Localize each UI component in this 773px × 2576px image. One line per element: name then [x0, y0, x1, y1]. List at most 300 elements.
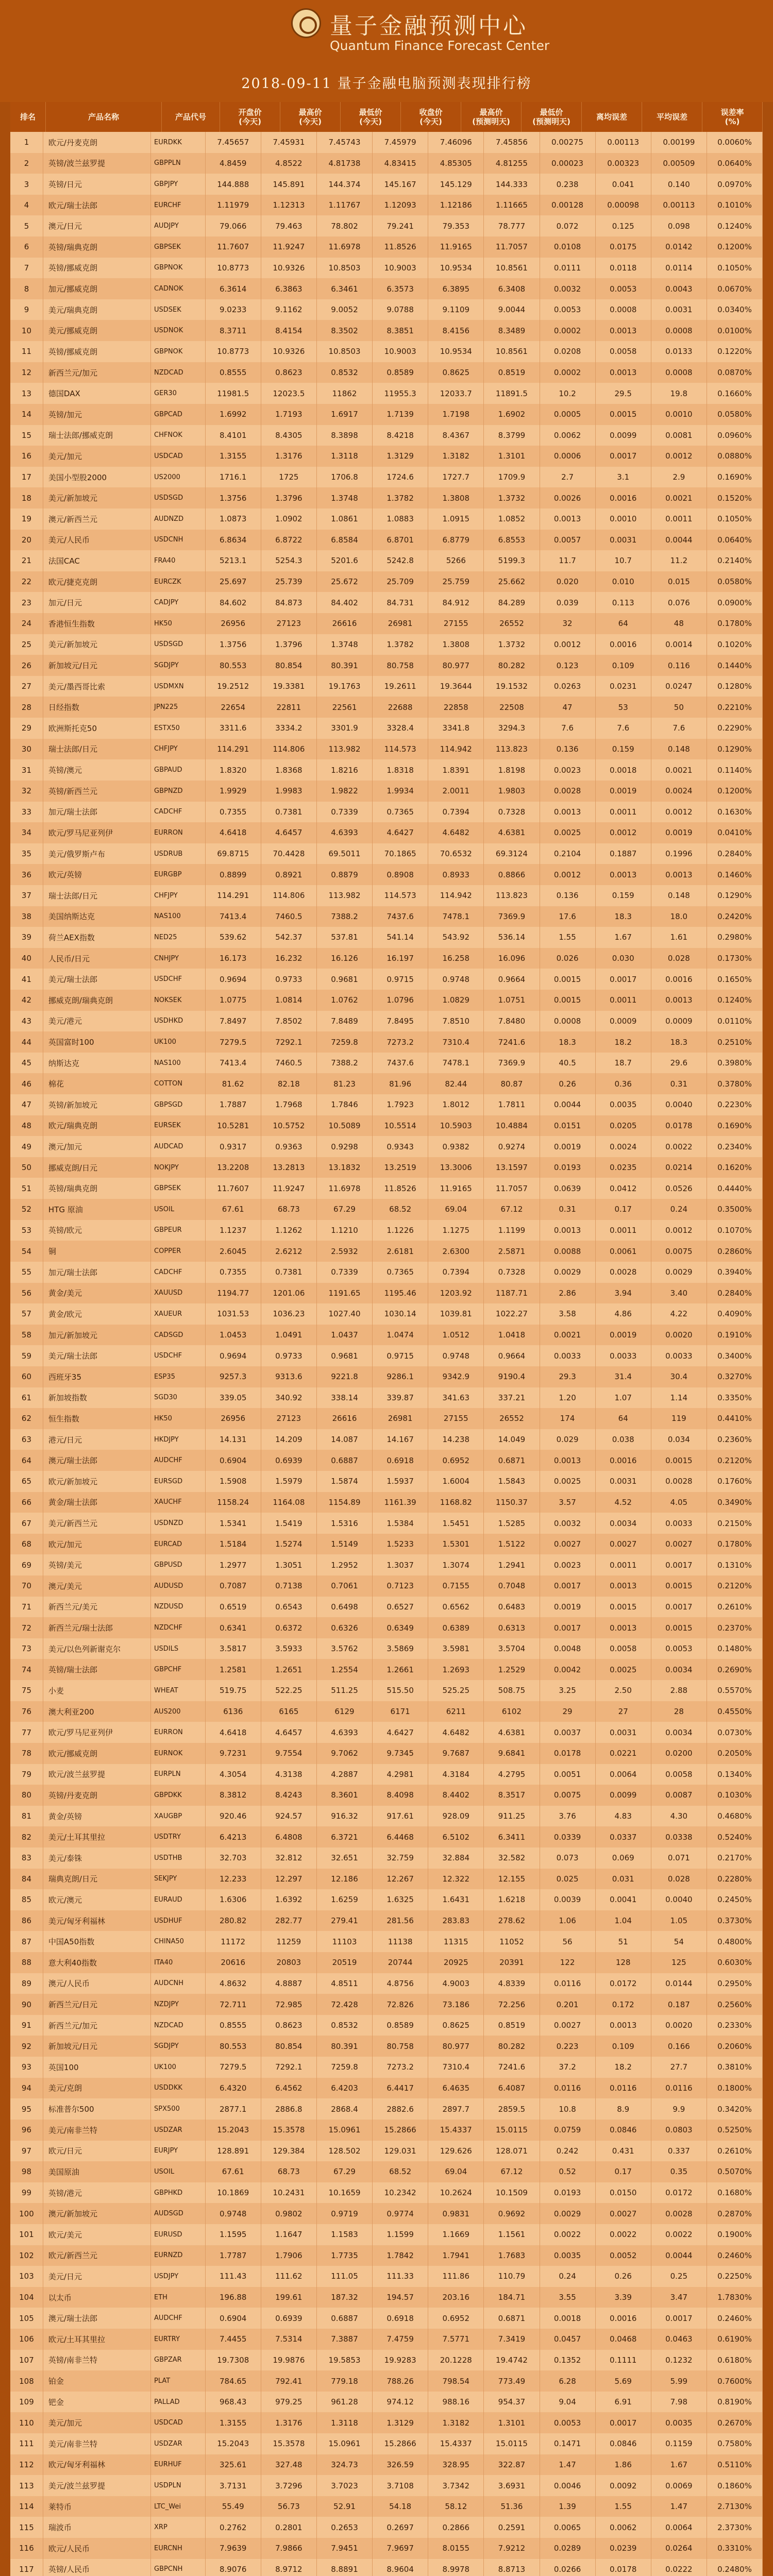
cell-rank: 31 — [10, 759, 43, 781]
cell-low-today: 1027.40 — [317, 1303, 373, 1325]
cell-high-forecast: 84.912 — [428, 592, 484, 613]
cell-deviation-error: 0.0027 — [540, 1534, 596, 1555]
cell-open-today: 19.2512 — [206, 676, 261, 697]
cell-high-today: 7.5314 — [261, 2329, 317, 2350]
cell-deviation-error: 0.0015 — [540, 969, 596, 990]
cell-low-today: 3301.9 — [317, 718, 373, 739]
cell-high-today: 70.4428 — [261, 843, 317, 865]
table-row — [10, 1220, 763, 1241]
cell-product-name: 黄金/瑞士法郎 — [43, 1492, 151, 1513]
cell-high-forecast: 10.9534 — [428, 258, 484, 279]
cell-open-today: 84.602 — [206, 592, 261, 613]
cell-rank: 6 — [10, 236, 43, 258]
cell-product-name: 新加坡指数 — [43, 1387, 151, 1409]
cell-rank: 81 — [10, 1806, 43, 1827]
cell-high-forecast: 6.3895 — [428, 278, 484, 299]
cell-undefined: 0.2210% — [707, 697, 763, 718]
cell-open-today: 5213.1 — [206, 550, 261, 571]
cell-open-today: 0.9694 — [206, 969, 261, 990]
cell-average-error: 18.2 — [596, 2057, 651, 2078]
cell-high-forecast: 0.9831 — [428, 2203, 484, 2224]
cell-error-rate: 1.67 — [651, 2454, 707, 2476]
cell-low-forecast: 3.5704 — [484, 1638, 540, 1659]
cell-low-forecast: 1.0418 — [484, 1325, 540, 1346]
cell-high-forecast: 9.1109 — [428, 299, 484, 320]
cell-error-rate: 0.0058 — [651, 1764, 707, 1785]
cell-rank: 26 — [10, 655, 43, 676]
cell-product-name: 澳大利亚200 — [43, 1701, 151, 1722]
cell-undefined: 0.0410% — [707, 822, 763, 843]
cell-high-today: 6165 — [261, 1701, 317, 1722]
cell-average-error: 0.0231 — [596, 676, 651, 697]
cell-product-name: 美元/加元 — [43, 446, 151, 467]
cell-low-today: 0.8532 — [317, 2015, 373, 2036]
cell-open-today: 1.5341 — [206, 1513, 261, 1534]
cell-error-rate: 0.0012 — [651, 802, 707, 823]
cell-high-today: 4.3138 — [261, 1764, 317, 1785]
cell-undefined: 0.2120% — [707, 1450, 763, 1471]
cell-low-today: 511.25 — [317, 1680, 373, 1701]
cell-open-today: 920.46 — [206, 1806, 261, 1827]
cell-close-today: 79.241 — [373, 215, 428, 236]
cell-error-rate: 0.0017 — [651, 2308, 707, 2329]
column-header-product-name — [46, 102, 162, 132]
cell-high-forecast: 12.322 — [428, 1869, 484, 1890]
cell-product-name: 欧元/挪威克朗 — [43, 1743, 151, 1764]
cell-open-today: 7413.4 — [206, 906, 261, 927]
cell-deviation-error: 0.136 — [540, 739, 596, 760]
cell-open-today: 114.291 — [206, 739, 261, 760]
cell-deviation-error: 0.0015 — [540, 990, 596, 1011]
cell-close-today: 1.12093 — [373, 195, 428, 216]
cell-error-rate: 0.0008 — [651, 362, 707, 383]
cell-low-forecast: 9190.4 — [484, 1366, 540, 1387]
cell-high-forecast: 20.1228 — [428, 2350, 484, 2371]
table-row — [10, 948, 763, 969]
table-row — [10, 1136, 763, 1157]
cell-low-today: 11.6978 — [317, 1178, 373, 1199]
cell-high-forecast: 0.8933 — [428, 864, 484, 885]
cell-average-error: 0.010 — [596, 571, 651, 592]
cell-open-today: 8.4101 — [206, 425, 261, 446]
cell-deviation-error: 0.0111 — [540, 258, 596, 279]
cell-deviation-error: 0.31 — [540, 1199, 596, 1220]
cell-product-code: GBPSEK — [151, 236, 206, 258]
cell-deviation-error: 0.0116 — [540, 2078, 596, 2099]
cell-low-forecast: 11891.5 — [484, 383, 540, 404]
cell-low-forecast: 1.1561 — [484, 2224, 540, 2245]
cell-deviation-error: 0.0075 — [540, 1785, 596, 1806]
cell-high-forecast: 1.0512 — [428, 1325, 484, 1346]
cell-high-today: 111.62 — [261, 2266, 317, 2287]
cell-average-error: 1.55 — [596, 2496, 651, 2517]
cell-open-today: 0.8555 — [206, 2015, 261, 2036]
cell-average-error: 0.0099 — [596, 425, 651, 446]
cell-low-forecast: 773.49 — [484, 2370, 540, 2392]
cell-average-error: 0.0061 — [596, 1241, 651, 1262]
cell-average-error: 0.0013 — [596, 320, 651, 341]
cell-open-today: 0.6519 — [206, 1597, 261, 1618]
cell-undefined: 0.2290% — [707, 718, 763, 739]
cell-low-today: 6129 — [317, 1701, 373, 1722]
cell-rank: 63 — [10, 1429, 43, 1450]
cell-low-forecast: 1.3101 — [484, 2412, 540, 2433]
cell-error-rate: 3.40 — [651, 1283, 707, 1304]
cell-low-today: 3.7023 — [317, 2475, 373, 2496]
cell-low-forecast: 0.9664 — [484, 969, 540, 990]
cell-rank: 19 — [10, 509, 43, 530]
table-row — [10, 1554, 763, 1575]
cell-close-today: 0.8589 — [373, 362, 428, 383]
cell-high-today: 1.7193 — [261, 404, 317, 425]
cell-high-forecast: 6.4635 — [428, 2078, 484, 2099]
cell-undefined: 0.0960% — [707, 425, 763, 446]
cell-product-name: 美元/新加坡元 — [43, 487, 151, 509]
cell-low-today: 5201.6 — [317, 550, 373, 571]
cell-average-error: 0.0012 — [596, 822, 651, 843]
cell-undefined: 0.1290% — [707, 739, 763, 760]
cell-product-code: AUDCAD — [151, 1136, 206, 1157]
cell-average-error: 0.17 — [596, 1199, 651, 1220]
cell-product-name: 美元/人民币 — [43, 530, 151, 551]
cell-product-name: 美元/匈牙利福林 — [43, 1910, 151, 1931]
cell-error-rate: 0.0803 — [651, 2120, 707, 2141]
cell-high-today: 1.5274 — [261, 1534, 317, 1555]
cell-open-today: 26956 — [206, 613, 261, 634]
cell-product-name: 美元/瑞典克朗 — [43, 299, 151, 320]
cell-low-today: 916.32 — [317, 1806, 373, 1827]
table-row — [10, 425, 763, 446]
cell-product-code: GBPAUD — [151, 759, 206, 781]
table-row — [10, 2245, 763, 2266]
cell-rank: 14 — [10, 404, 43, 425]
cell-error-rate: 0.0338 — [651, 1826, 707, 1848]
cell-high-today: 0.6372 — [261, 1617, 317, 1638]
cell-average-error: 0.0008 — [596, 299, 651, 320]
cell-close-today: 13.2519 — [373, 1157, 428, 1178]
cell-open-today: 19.7308 — [206, 2350, 261, 2371]
cell-deviation-error: 0.0037 — [540, 1722, 596, 1743]
cell-average-error: 0.26 — [596, 2266, 651, 2287]
cell-close-today: 72.826 — [373, 1994, 428, 2015]
cell-rank: 89 — [10, 1973, 43, 1994]
cell-deviation-error: 0.0044 — [540, 1094, 596, 1115]
cell-close-today: 8.4218 — [373, 425, 428, 446]
cell-deviation-error: 0.0013 — [540, 1220, 596, 1241]
cell-error-rate: 0.0178 — [651, 1115, 707, 1137]
cell-rank: 70 — [10, 1575, 43, 1597]
cell-open-today: 3.5817 — [206, 1638, 261, 1659]
cell-low-today: 0.2653 — [317, 2517, 373, 2538]
cell-error-rate: 19.8 — [651, 383, 707, 404]
cell-low-forecast: 5199.3 — [484, 550, 540, 571]
cell-high-today: 0.6543 — [261, 1597, 317, 1618]
cell-high-forecast: 0.9382 — [428, 1136, 484, 1157]
cell-low-forecast: 508.75 — [484, 1680, 540, 1701]
column-header-line: (今天) — [299, 117, 322, 126]
table-row — [10, 1931, 763, 1952]
cell-undefined: 0.1290% — [707, 885, 763, 906]
cell-close-today: 1.1599 — [373, 2224, 428, 2245]
cell-close-today: 12.267 — [373, 1869, 428, 1890]
cell-undefined: 0.1440% — [707, 655, 763, 676]
cell-low-today: 11103 — [317, 1931, 373, 1952]
cell-close-today: 4.8756 — [373, 1973, 428, 1994]
cell-average-error: 0.0013 — [596, 2015, 651, 2036]
cell-low-forecast: 7241.6 — [484, 2057, 540, 2078]
cell-low-today: 6.3721 — [317, 1826, 373, 1848]
cell-low-forecast: 1.7811 — [484, 1094, 540, 1115]
cell-low-forecast: 0.8519 — [484, 2015, 540, 2036]
table-row — [10, 1534, 763, 1555]
cell-low-today: 1.3748 — [317, 634, 373, 655]
cell-low-forecast: 8.8713 — [484, 2559, 540, 2576]
cell-undefined: 0.6030% — [707, 1952, 763, 1973]
cell-low-forecast: 110.79 — [484, 2266, 540, 2287]
cell-close-today: 1.8318 — [373, 759, 428, 781]
cell-rank: 83 — [10, 1848, 43, 1869]
cell-high-today: 27123 — [261, 1408, 317, 1429]
cell-deviation-error: 29 — [540, 1701, 596, 1722]
cell-deviation-error: 0.0032 — [540, 1513, 596, 1534]
cell-open-today: 13.2208 — [206, 1157, 261, 1178]
cell-low-forecast: 19.1532 — [484, 676, 540, 697]
cell-average-error: 0.159 — [596, 739, 651, 760]
cell-rank: 22 — [10, 571, 43, 592]
table-row — [10, 781, 763, 802]
cell-deviation-error: 0.0266 — [540, 2559, 596, 2576]
column-header-high-today — [280, 102, 341, 132]
cell-rank: 10 — [10, 320, 43, 341]
cell-error-rate: 0.0010 — [651, 404, 707, 425]
table-row — [10, 509, 763, 530]
cell-low-forecast: 32.582 — [484, 1848, 540, 1869]
cell-average-error: 10.7 — [596, 550, 651, 571]
cell-low-today: 6.8584 — [317, 530, 373, 551]
table-row — [10, 1617, 763, 1638]
cell-deviation-error: 0.0289 — [540, 2538, 596, 2559]
cell-error-rate: 0.0040 — [651, 1889, 707, 1910]
cell-high-forecast: 988.16 — [428, 2392, 484, 2413]
column-header-low-today — [341, 102, 401, 132]
cell-close-today: 0.9715 — [373, 1345, 428, 1366]
cell-rank: 3 — [10, 174, 43, 195]
cell-product-name: 澳元/新加坡元 — [43, 2203, 151, 2224]
cell-high-today: 7.8502 — [261, 1011, 317, 1032]
table-row — [10, 655, 763, 676]
cell-high-forecast: 0.9748 — [428, 1345, 484, 1366]
cell-deviation-error: 0.0116 — [540, 1973, 596, 1994]
cell-product-name: 德国DAX — [43, 383, 151, 404]
cell-rank: 25 — [10, 634, 43, 655]
cell-product-name: 澳元/新西兰元 — [43, 509, 151, 530]
cell-low-forecast: 84.289 — [484, 592, 540, 613]
cell-rank: 55 — [10, 1262, 43, 1283]
cell-average-error: 18.7 — [596, 1053, 651, 1074]
cell-average-error: 64 — [596, 1408, 651, 1429]
cell-rank: 39 — [10, 927, 43, 948]
cell-rank: 12 — [10, 362, 43, 383]
cell-high-forecast: 283.83 — [428, 1910, 484, 1931]
cell-low-today: 19.5853 — [317, 2350, 373, 2371]
cell-high-today: 4.6457 — [261, 1722, 317, 1743]
table-row — [10, 2203, 763, 2224]
cell-high-forecast: 7478.1 — [428, 906, 484, 927]
table-row — [10, 759, 763, 781]
cell-open-today: 1.5184 — [206, 1534, 261, 1555]
cell-high-forecast: 111.86 — [428, 2266, 484, 2287]
cell-rank: 109 — [10, 2392, 43, 2413]
cell-product-name: 新加坡元/日元 — [43, 2036, 151, 2057]
cell-deviation-error: 2.7 — [540, 467, 596, 488]
cell-close-today: 541.14 — [373, 927, 428, 948]
cell-product-code: GBPNZD — [151, 781, 206, 802]
cell-product-name: 英镑/新西兰元 — [43, 781, 151, 802]
cell-high-today: 10.5752 — [261, 1115, 317, 1137]
cell-average-error: 0.0031 — [596, 1722, 651, 1743]
cell-deviation-error: 0.026 — [540, 948, 596, 969]
cell-open-today: 14.131 — [206, 1429, 261, 1450]
column-header-line: 最高价 — [298, 108, 322, 117]
cell-deviation-error: 0.0002 — [540, 320, 596, 341]
cell-close-today: 26981 — [373, 613, 428, 634]
cell-high-forecast: 10.9534 — [428, 341, 484, 362]
table-row — [10, 864, 763, 885]
table-row — [10, 739, 763, 760]
table-row — [10, 299, 763, 320]
table-row — [10, 1262, 763, 1283]
cell-undefined: 0.4090% — [707, 1303, 763, 1325]
cell-error-rate: 1.14 — [651, 1387, 707, 1409]
cell-undefined: 0.1910% — [707, 1325, 763, 1346]
cell-open-today: 12.233 — [206, 1869, 261, 1890]
cell-deviation-error: 0.0013 — [540, 802, 596, 823]
cell-product-name: 美国纳斯达克 — [43, 906, 151, 927]
cell-undefined: 0.5250% — [707, 2120, 763, 2141]
cell-high-forecast: 203.16 — [428, 2287, 484, 2308]
cell-high-today: 114.806 — [261, 739, 317, 760]
cell-low-today: 10.8503 — [317, 341, 373, 362]
cell-error-rate: 0.076 — [651, 592, 707, 613]
cell-deviation-error: 0.0053 — [540, 299, 596, 320]
cell-low-forecast: 4.2795 — [484, 1764, 540, 1785]
cell-average-error: 0.0011 — [596, 1554, 651, 1575]
cell-average-error: 1.04 — [596, 1910, 651, 1931]
cell-product-code: GBPCHF — [151, 1659, 206, 1680]
cell-low-forecast: 11.7057 — [484, 1178, 540, 1199]
cell-open-today: 7.45657 — [206, 132, 261, 153]
cell-undefined: 0.1310% — [707, 1554, 763, 1575]
cell-product-code: USDRUB — [151, 843, 206, 865]
table-row — [10, 1659, 763, 1680]
cell-high-today: 1.1262 — [261, 1220, 317, 1241]
cell-error-rate: 28 — [651, 1701, 707, 1722]
cell-average-error: 0.0150 — [596, 2182, 651, 2204]
cell-high-forecast: 27155 — [428, 1408, 484, 1429]
cell-low-today: 324.73 — [317, 2454, 373, 2476]
cell-deviation-error: 0.0022 — [540, 2224, 596, 2245]
cell-low-today: 1706.8 — [317, 467, 373, 488]
cell-deviation-error: 0.0029 — [540, 2203, 596, 2224]
cell-undefined: 0.1050% — [707, 258, 763, 279]
cell-error-rate: 0.015 — [651, 571, 707, 592]
cell-close-today: 7273.2 — [373, 1031, 428, 1053]
cell-open-today: 10.5281 — [206, 1115, 261, 1137]
cell-product-name: 日经指数 — [43, 697, 151, 718]
cell-product-code: NAS100 — [151, 1053, 206, 1074]
cell-product-code: USDHKD — [151, 1011, 206, 1032]
table-row — [10, 2559, 763, 2576]
cell-product-name: 新西兰元/瑞士法郎 — [43, 1617, 151, 1638]
cell-average-error: 0.0053 — [596, 278, 651, 299]
cell-close-today: 0.6527 — [373, 1597, 428, 1618]
cell-low-today: 78.802 — [317, 215, 373, 236]
cell-high-today: 340.92 — [261, 1387, 317, 1409]
cell-error-rate: 0.00113 — [651, 195, 707, 216]
table-row — [10, 1283, 763, 1304]
cell-error-rate: 9.9 — [651, 2098, 707, 2120]
cell-undefined: 0.1240% — [707, 215, 763, 236]
cell-close-today: 4.83415 — [373, 153, 428, 174]
cell-open-today: 8.3812 — [206, 1785, 261, 1806]
cell-high-forecast: 0.7394 — [428, 1262, 484, 1283]
cell-product-name: 英镑/瑞典克朗 — [43, 1178, 151, 1199]
cell-average-error: 0.0041 — [596, 1889, 651, 1910]
cell-product-name: 欧元/土耳其里拉 — [43, 2329, 151, 2350]
cell-deviation-error: 9.04 — [540, 2392, 596, 2413]
cell-deviation-error: 0.0006 — [540, 446, 596, 467]
cell-error-rate: 0.0069 — [651, 2475, 707, 2496]
cell-product-code: XRP — [151, 2517, 206, 2538]
cell-deviation-error: 0.0033 — [540, 1345, 596, 1366]
cell-rank: 108 — [10, 2370, 43, 2392]
cell-product-code: CADCHF — [151, 1262, 206, 1283]
cell-deviation-error: 56 — [540, 1931, 596, 1952]
cell-product-code: USDCHF — [151, 1345, 206, 1366]
cell-product-code: EURHUF — [151, 2454, 206, 2476]
cell-low-forecast: 78.777 — [484, 215, 540, 236]
cell-product-code: GBPPLN — [151, 153, 206, 174]
cell-low-forecast: 69.3124 — [484, 843, 540, 865]
cell-low-forecast: 19.4742 — [484, 2350, 540, 2371]
cell-product-code: COTTON — [151, 1073, 206, 1094]
cell-open-today: 3311.6 — [206, 718, 261, 739]
cell-product-code: NZDUSD — [151, 1597, 206, 1618]
cell-open-today: 7279.5 — [206, 2057, 261, 2078]
cell-undefined: 0.1340% — [707, 1764, 763, 1785]
cell-average-error: 0.109 — [596, 655, 651, 676]
cell-open-today: 1.3756 — [206, 487, 261, 509]
cell-error-rate: 0.0011 — [651, 509, 707, 530]
cell-product-code: CHFJPY — [151, 885, 206, 906]
cell-high-forecast: 10.2624 — [428, 2182, 484, 2204]
cell-low-today: 1.0437 — [317, 1325, 373, 1346]
cell-error-rate: 0.028 — [651, 1869, 707, 1890]
cell-low-forecast: 337.21 — [484, 1387, 540, 1409]
cell-product-code: SGDJPY — [151, 655, 206, 676]
cell-deviation-error: 0.0028 — [540, 781, 596, 802]
cell-low-forecast: 8.3517 — [484, 1785, 540, 1806]
table-row — [10, 927, 763, 948]
cell-high-forecast: 79.353 — [428, 215, 484, 236]
cell-low-forecast: 6102 — [484, 1701, 540, 1722]
cell-high-today: 979.25 — [261, 2392, 317, 2413]
column-header-line: 开盘价 — [238, 108, 262, 117]
cell-low-forecast: 7369.9 — [484, 906, 540, 927]
table-row — [10, 2287, 763, 2308]
ranking-table — [10, 102, 763, 2576]
cell-error-rate: 0.0012 — [651, 1220, 707, 1241]
